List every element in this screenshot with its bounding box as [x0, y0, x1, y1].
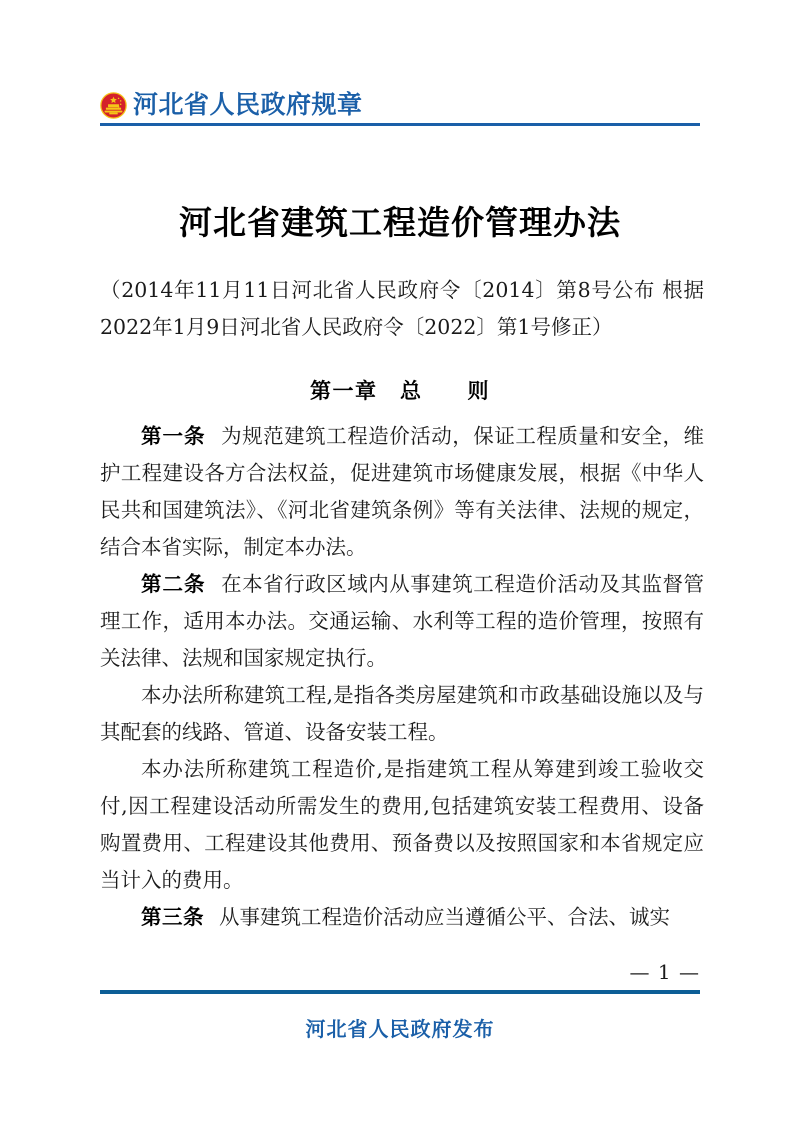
article-text: 本办法所称建筑工程,是指各类房屋建筑和市政基础设施以及与其配套的线路、管道、设备安装工程。 [100, 683, 704, 744]
document-title: 河北省建筑工程造价管理办法 [179, 206, 621, 242]
footer-divider-rule [100, 990, 700, 994]
header-divider-rule [100, 123, 700, 126]
article-label: 第三条 [141, 906, 204, 929]
article-paragraph [100, 677, 704, 751]
chapter-heading: 第一章 总 则 [310, 380, 490, 403]
document-body [100, 418, 704, 936]
national-emblem-icon [100, 92, 127, 119]
article-text: 在本省行政区域内从事建筑工程造价活动及其监督管理工作，适用本办法。交通运输、水利等工程的造价管理，按照有关法律、法规和国家规定执行。 [100, 572, 705, 670]
article-paragraph [100, 418, 704, 566]
publication-note: （2014年11月11日河北省人民政府令〔2014〕第8号公布 根据2022年1月9日河北省人民政府令〔2022〕第1号修正） [100, 278, 704, 339]
article-paragraph [100, 899, 704, 936]
article-text: 本办法所称建筑工程造价,是指建筑工程从筹建到竣工验收交付,因工程建设活动所需发生的费用,包括建筑安装工程费用、设备购置费用、工程建设其他费用、预备费以及按照国家和本省规定应当计入的费用。 [100, 757, 704, 892]
document-header [100, 84, 700, 126]
article-paragraph [100, 751, 704, 899]
header-title: 河北省人民政府规章 [133, 90, 363, 119]
article-label: 第二条 [141, 573, 206, 596]
article-text: 从事建筑工程造价活动应当遵循公平、合法、诚实 [219, 905, 670, 929]
article-paragraph [100, 566, 704, 677]
article-label: 第一条 [141, 425, 206, 448]
footer-issuer: 河北省人民政府发布 [305, 1019, 495, 1041]
page-number: — 1 — [629, 960, 700, 984]
article-text: 为规范建筑工程造价活动，保证工程质量和安全，维护工程建设各方合法权益，促进建筑市场健康发展，根据《中华人民共和国建筑法》、《河北省建筑条例》等有关法律、法规的规定，结合本省实际，制定本办法。 [100, 424, 705, 559]
